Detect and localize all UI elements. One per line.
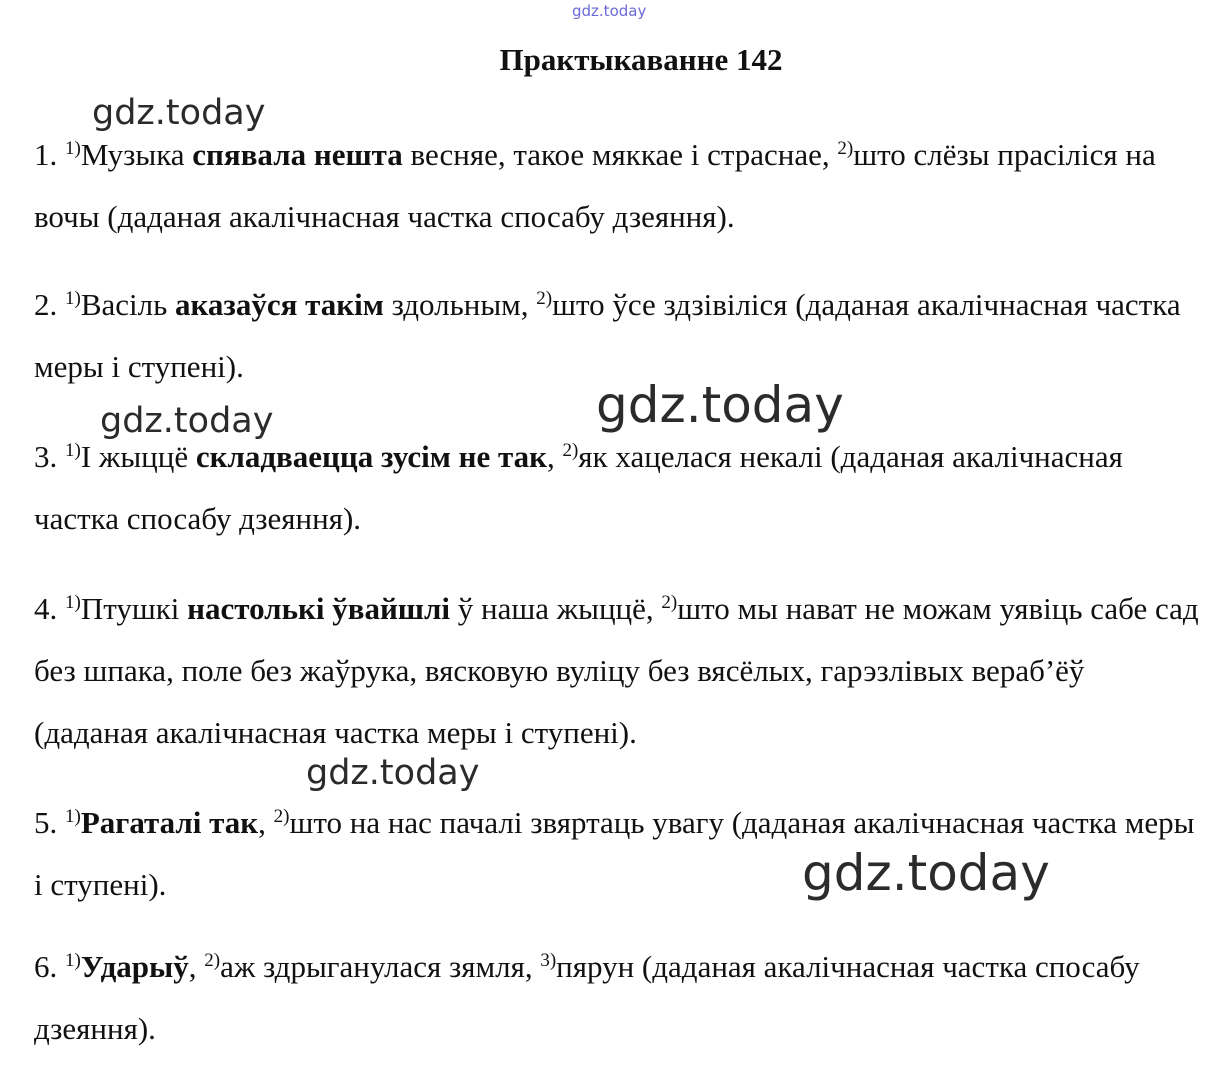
list-item <box>34 426 1204 550</box>
item-number: 2. <box>34 287 65 322</box>
item-text: ў наша жыццё, <box>449 591 662 626</box>
item-text: як хацелася некалі (даданая акалічнасная частка спосабу дзеяння). <box>34 439 1123 536</box>
item-bold-text: Ударыў <box>80 949 189 984</box>
item-number: 6. <box>34 949 65 984</box>
clause-marker: 2) <box>562 440 579 461</box>
item-text: аж здрыганулася зямля, <box>220 949 541 984</box>
item-text: , <box>546 439 563 474</box>
item-text: пярун (даданая акалічнасная частка спосабу дзеяння). <box>34 949 1140 1046</box>
item-bold-text: настолькі ўвайшлі <box>187 591 450 626</box>
page-title: Практыкаванне 142 <box>499 42 783 77</box>
item-number: 1. <box>34 137 65 172</box>
item-bold-text: Рагаталі так <box>80 805 259 840</box>
list-item <box>34 578 1204 764</box>
item-bold-text: складваецца зусім не так <box>195 439 547 474</box>
item-text: , <box>188 949 205 984</box>
watermark: gdz.today <box>596 376 844 434</box>
list-item <box>34 936 1204 1060</box>
item-text: што на нас пачалі звяртаць увагу (даданая акалічнасная частка меры і ступені). <box>34 805 1195 902</box>
clause-marker: 2) <box>536 288 553 309</box>
clause-marker: 1) <box>65 288 81 309</box>
item-text: што слёзы прасіліся на вочы (даданая акалічнасная частка спосабу дзеяння). <box>34 137 1156 234</box>
clause-marker: 1) <box>65 138 81 159</box>
clause-marker: 1) <box>65 806 81 827</box>
item-text: што мы нават не можам уявіць сабе сад без шпака, поле без жаўрука, вясковую вуліцу без вясёлых, гарэзлівых вераб’ёў (даданая акалічнасная частка меры і ступені). <box>34 591 1199 750</box>
clause-marker: 2) <box>661 592 678 613</box>
clause-marker: 3) <box>540 950 557 971</box>
clause-marker: 1) <box>65 592 81 613</box>
list-item <box>34 124 1204 248</box>
item-number: 5. <box>34 805 65 840</box>
clause-marker: 2) <box>837 138 854 159</box>
item-text: весняе, такое мяккае і страснае, <box>402 137 838 172</box>
item-text: што ўсе здзівіліся (даданая акалічнасная частка меры і ступені). <box>34 287 1181 384</box>
item-bold-text: аказаўся такім <box>175 287 384 322</box>
item-number: 4. <box>34 591 65 626</box>
clause-marker: 1) <box>65 950 81 971</box>
item-bold-text: спявала нешта <box>192 137 403 172</box>
item-text: , <box>258 805 274 840</box>
watermark: gdz.today <box>306 753 480 793</box>
clause-marker: 2) <box>273 806 290 827</box>
watermark-top: gdz.today <box>572 2 647 20</box>
clause-marker: 1) <box>65 440 81 461</box>
clause-marker: 2) <box>204 950 221 971</box>
item-text: І жыццё <box>80 439 196 474</box>
item-text: здольным, <box>383 287 537 322</box>
item-text: Птушкі <box>80 591 188 626</box>
item-text: Музыка <box>80 137 193 172</box>
item-number: 3. <box>34 439 65 474</box>
watermark: gdz.today <box>802 844 1050 902</box>
item-text: Васіль <box>80 287 175 322</box>
watermark: gdz.today <box>100 401 274 441</box>
watermark: gdz.today <box>92 93 266 133</box>
